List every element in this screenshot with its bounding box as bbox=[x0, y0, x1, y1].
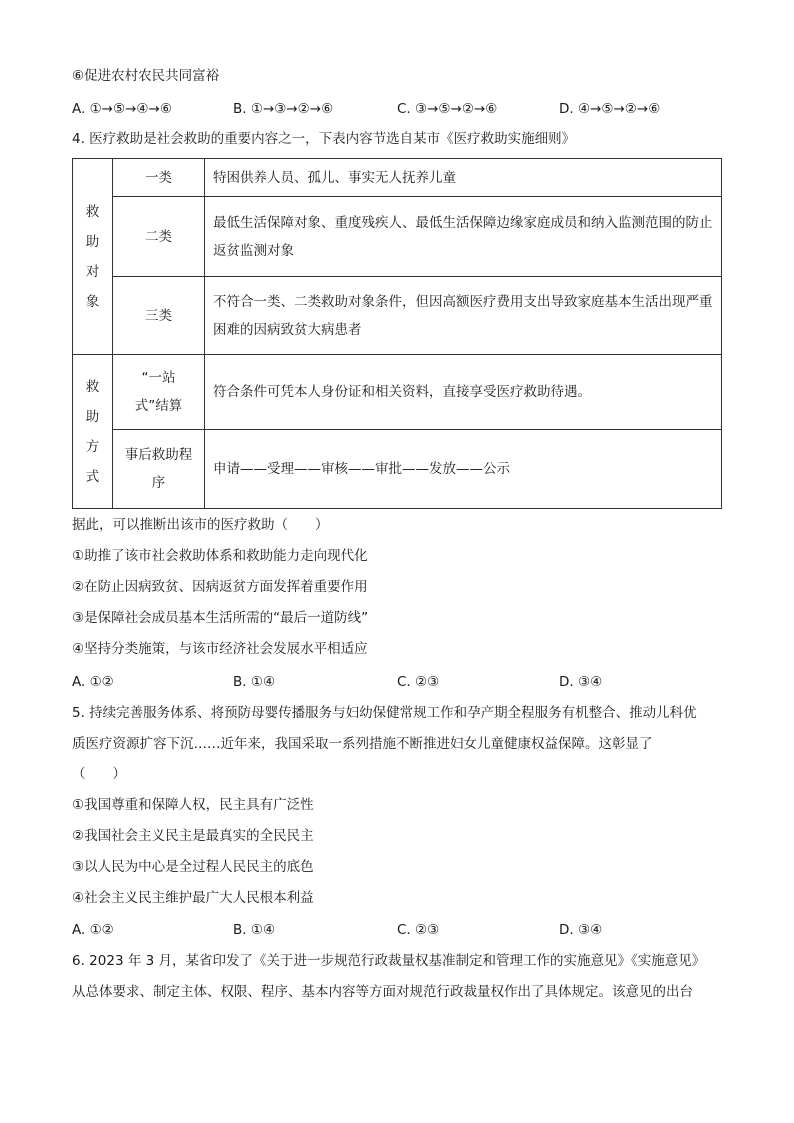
q5-option-b[interactable]: B. ①④ bbox=[233, 922, 276, 938]
q3-option-c[interactable]: C. ③→⑤→②→⑥ bbox=[397, 101, 498, 117]
q4-stem: 4. 医疗救助是社会救助的重要内容之一，下表内容节选自某市《医疗救助实施细则》 bbox=[72, 131, 576, 147]
category-cell: 一类 bbox=[113, 159, 205, 197]
description-cell: 申请——受理——审核——审批——发放——公示 bbox=[205, 430, 722, 509]
category-cell: 事后救助程序 bbox=[113, 430, 205, 509]
table-row bbox=[73, 430, 722, 509]
q3-option-b[interactable]: B. ①→③→②→⑥ bbox=[233, 101, 334, 117]
q4-question: 据此，可以推断出该市的医疗救助（ ） bbox=[72, 517, 329, 533]
q5-item-2: ②我国社会主义民主是最真实的全民民主 bbox=[72, 828, 314, 844]
q4-option-d[interactable]: D. ③④ bbox=[559, 674, 603, 690]
description-cell: 不符合一类、二类救助对象条件，但因高额医疗费用支出导致家庭基本生活出现严重困难的因病致贫大病患者 bbox=[205, 277, 722, 355]
description-cell: 符合条件可凭本人身份证和相关资料，直接享受医疗救助待遇。 bbox=[205, 355, 722, 430]
q5-stem-line2: 质医疗资源扩容下沉……近年来，我国采取一系列措施不断推进妇女儿童健康权益保障。这彰显了 bbox=[72, 736, 653, 752]
q5-blank: （ ） bbox=[72, 766, 126, 782]
category-cell: 二类 bbox=[113, 197, 205, 277]
q5-item-3: ③以人民为中心是全过程人民民主的底色 bbox=[72, 859, 314, 875]
q5-stem-line1: 5. 持续完善服务体系、将预防母婴传播服务与妇幼保健常规工作和孕产期全程服务有机整合、推动儿科优 bbox=[72, 705, 697, 721]
table-row bbox=[73, 277, 722, 355]
q3-option-a[interactable]: A. ①→⑤→④→⑥ bbox=[72, 101, 172, 117]
aid-target-label: 救 助 对 象 bbox=[73, 159, 113, 355]
q4-item-3: ③是保障社会成员基本生活所需的“最后一道防线” bbox=[72, 610, 369, 626]
q4-item-1: ①助推了该市社会救助体系和救助能力走向现代化 bbox=[72, 548, 368, 564]
q5-option-d[interactable]: D. ③④ bbox=[559, 922, 603, 938]
table-row bbox=[73, 355, 722, 430]
q3-option-d[interactable]: D. ④→⑤→②→⑥ bbox=[559, 101, 661, 117]
q3-item-6: ⑥促进农村农民共同富裕 bbox=[72, 68, 220, 84]
q5-item-1: ①我国尊重和保障人权，民主具有广泛性 bbox=[72, 797, 314, 813]
q4-item-2: ②在防止因病致贫、因病返贫方面发挥着重要作用 bbox=[72, 579, 368, 595]
q4-option-b[interactable]: B. ①④ bbox=[233, 674, 276, 690]
medical-aid-table bbox=[72, 158, 722, 509]
q4-item-4: ④坚持分类施策，与该市经济社会发展水平相适应 bbox=[72, 641, 368, 657]
q4-option-a[interactable]: A. ①② bbox=[72, 674, 114, 690]
table-row bbox=[73, 159, 722, 197]
description-cell: 最低生活保障对象、重度残疾人、最低生活保障边缘家庭成员和纳入监测范围的防止返贫监测对象 bbox=[205, 197, 722, 277]
q5-option-a[interactable]: A. ①② bbox=[72, 922, 114, 938]
category-cell: “一站式”结算 bbox=[113, 355, 205, 430]
q6-line2: 从总体要求、制定主体、权限、程序、基本内容等方面对规范行政裁量权作出了具体规定。该意见的出台 bbox=[72, 984, 693, 1000]
aid-method-label: 救 助 方 式 bbox=[73, 355, 113, 509]
description-cell: 特困供养人员、孤儿、事实无人抚养儿童 bbox=[205, 159, 722, 197]
q5-option-c[interactable]: C. ②③ bbox=[397, 922, 440, 938]
q5-item-4: ④社会主义民主维护最广大人民根本利益 bbox=[72, 890, 314, 906]
q6-line1: 6. 2023 年 3 月，某省印发了《关于进一步规范行政裁量权基准制定和管理工作的实施意见》《实施意见》 bbox=[72, 953, 706, 969]
q4-option-c[interactable]: C. ②③ bbox=[397, 674, 440, 690]
category-cell: 三类 bbox=[113, 277, 205, 355]
table-row bbox=[73, 197, 722, 277]
